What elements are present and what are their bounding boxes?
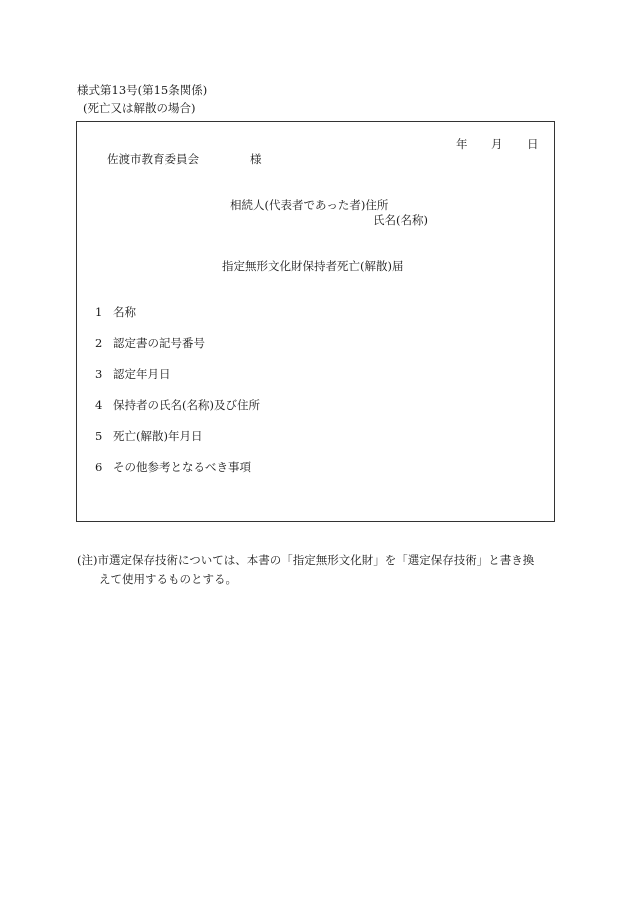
addressee-honorific: 様 (250, 152, 262, 166)
item-label: 認定年月日 (113, 367, 171, 381)
date-year-label: 年 (456, 137, 468, 151)
item-number: 5 (95, 429, 103, 443)
document-title: 指定無形文化財保持者死亡(解散)届 (222, 259, 404, 273)
item-number: 2 (95, 336, 103, 350)
item-label: その他参考となるべき事項 (113, 460, 251, 474)
item-number: 1 (95, 305, 103, 319)
form-subtitle: (死亡又は解散の場合) (83, 101, 196, 115)
addressee-name: 佐渡市教育委員会 (107, 152, 199, 166)
date-day-label: 日 (527, 137, 539, 151)
note-line-1: (注)市選定保存技術については、本書の「指定無形文化財」を「選定保存技術」と書き換 (77, 553, 535, 567)
item-label: 名称 (113, 305, 136, 319)
form-number: 様式第13号(第15条関係) (77, 83, 208, 97)
item-label: 保持者の氏名(名称)及び住所 (113, 398, 260, 412)
form-box (76, 121, 555, 522)
date-month-label: 月 (491, 137, 503, 151)
item-label: 認定書の記号番号 (113, 336, 205, 350)
item-number: 4 (95, 398, 103, 412)
item-number: 6 (95, 460, 103, 474)
item-label: 死亡(解散)年月日 (113, 429, 203, 443)
applicant-address-label: 相続人(代表者であった者)住所 (230, 198, 389, 212)
item-number: 3 (95, 367, 103, 381)
note-line-2: えて使用するものとする。 (99, 572, 237, 586)
applicant-name-label: 氏名(名称) (373, 213, 428, 227)
